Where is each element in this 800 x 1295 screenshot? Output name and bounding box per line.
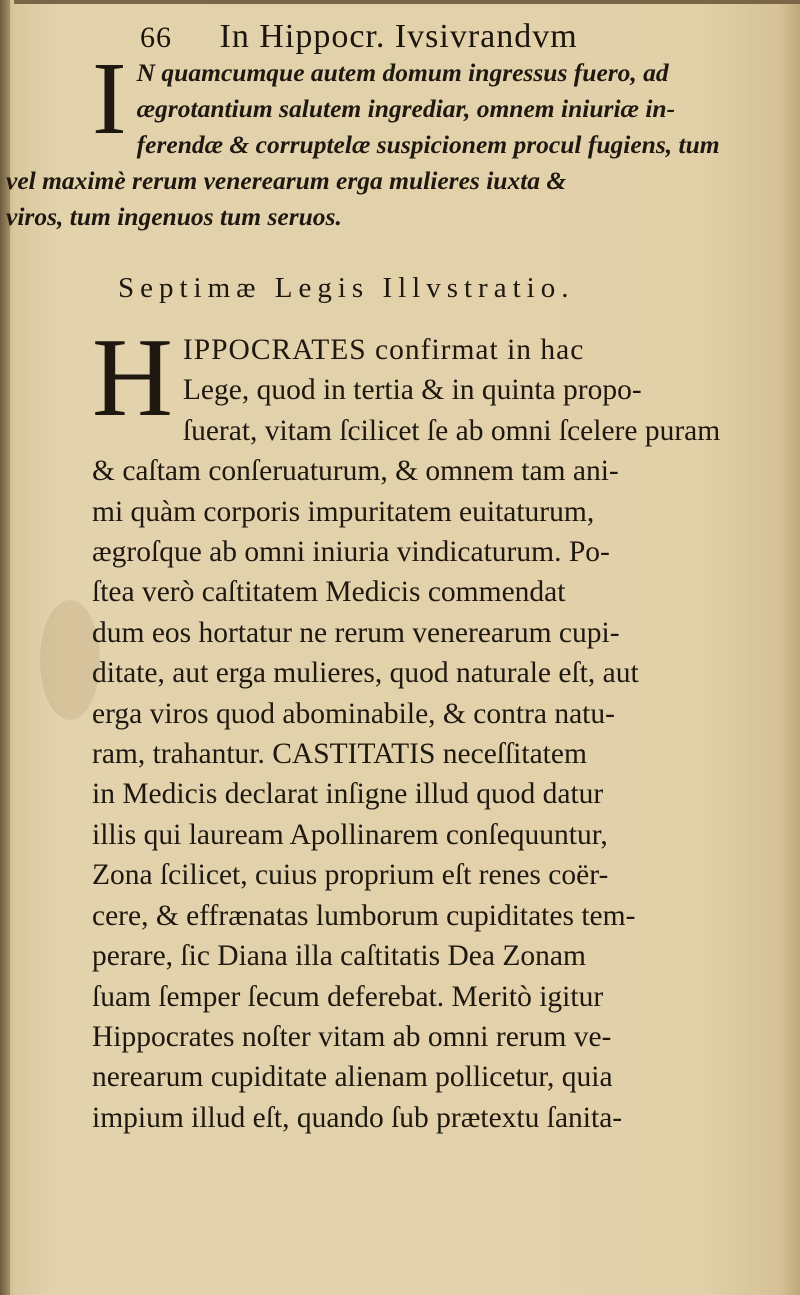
oath-line: viros, tum ingenuos tum seruos.: [6, 202, 342, 231]
body-line: in Medicis declarat inſigne illud quod datur: [92, 778, 604, 811]
body-line: mi quàm corporis impuritatem euitaturum,: [92, 495, 595, 528]
body-line: Zona ſcilicet, cuius proprium eſt renes coër-: [92, 859, 609, 892]
body-line: nerearum cupiditate alienam pollicetur, quia: [92, 1061, 613, 1094]
body-line: & caſtam conſeruaturum, & omnem tam ani-: [92, 455, 619, 488]
body-line: [92, 330, 772, 370]
commentary-body: [92, 316, 772, 1138]
stain: [40, 600, 100, 720]
body-line: ditate, aut erga mulieres, quod naturale eſt, aut: [92, 657, 639, 690]
body-line: ram, trahantur. CASTITATIS neceſſitatem: [92, 738, 587, 771]
body-line: impium illud eſt, quando ſub prætextu ſanita-: [92, 1101, 623, 1134]
body-line: erga viros quod abominabile, & contra natu-: [92, 697, 615, 730]
body-line: ſuerat, vitam ſcilicet ſe ab omni ſcelere puram: [182, 414, 721, 447]
drop-cap-i: I: [92, 41, 127, 156]
oath-line: ægrotantium salutem ingrediar, omnem iniuriæ in-: [136, 94, 676, 123]
body-line: cere, & effrænatas lumborum cupiditates tem-: [92, 899, 636, 932]
body-line: illis qui lauream Apollinarem conſequuntur,: [92, 818, 608, 851]
oath-line: N quamcumque autem domum ingressus fuero, ad: [136, 58, 669, 87]
oath-passage: [6, 41, 772, 235]
page-number: 66: [140, 21, 172, 54]
body-line-text: IPPOCRATES confirmat in hac: [182, 334, 585, 366]
drop-cap-h: H: [92, 316, 173, 440]
body-line: Lege, quod in tertia & in quinta propo-: [182, 374, 642, 407]
top-edge: [14, 0, 800, 4]
oath-line: ferendæ & corruptelæ suspicionem procul fugiens, tum: [136, 130, 720, 159]
body-line: ægroſque ab omni iniuria vindicaturum. Po-: [92, 536, 610, 569]
body-line: ſtea verò caſtitatem Medicis commendat: [92, 576, 566, 609]
running-header: [140, 18, 740, 56]
body-line: perare, ſic Diana illa caſtitatis Dea Zonam: [92, 940, 586, 973]
body-line: dum eos hortatur ne rerum venerearum cupi-: [92, 616, 620, 649]
body-line: Hippocrates noſter vitam ab omni rerum ve-: [92, 1020, 612, 1053]
section-heading: Septimæ Legis Illvstratio.: [118, 272, 575, 304]
oath-line: vel maximè rerum venerearum erga mulieres iuxta &: [6, 166, 567, 195]
body-line: ſuam ſemper ſecum deferebat. Meritò igitur: [92, 980, 604, 1013]
running-title: In Hippocr. Ivsivrandvm: [219, 18, 578, 55]
